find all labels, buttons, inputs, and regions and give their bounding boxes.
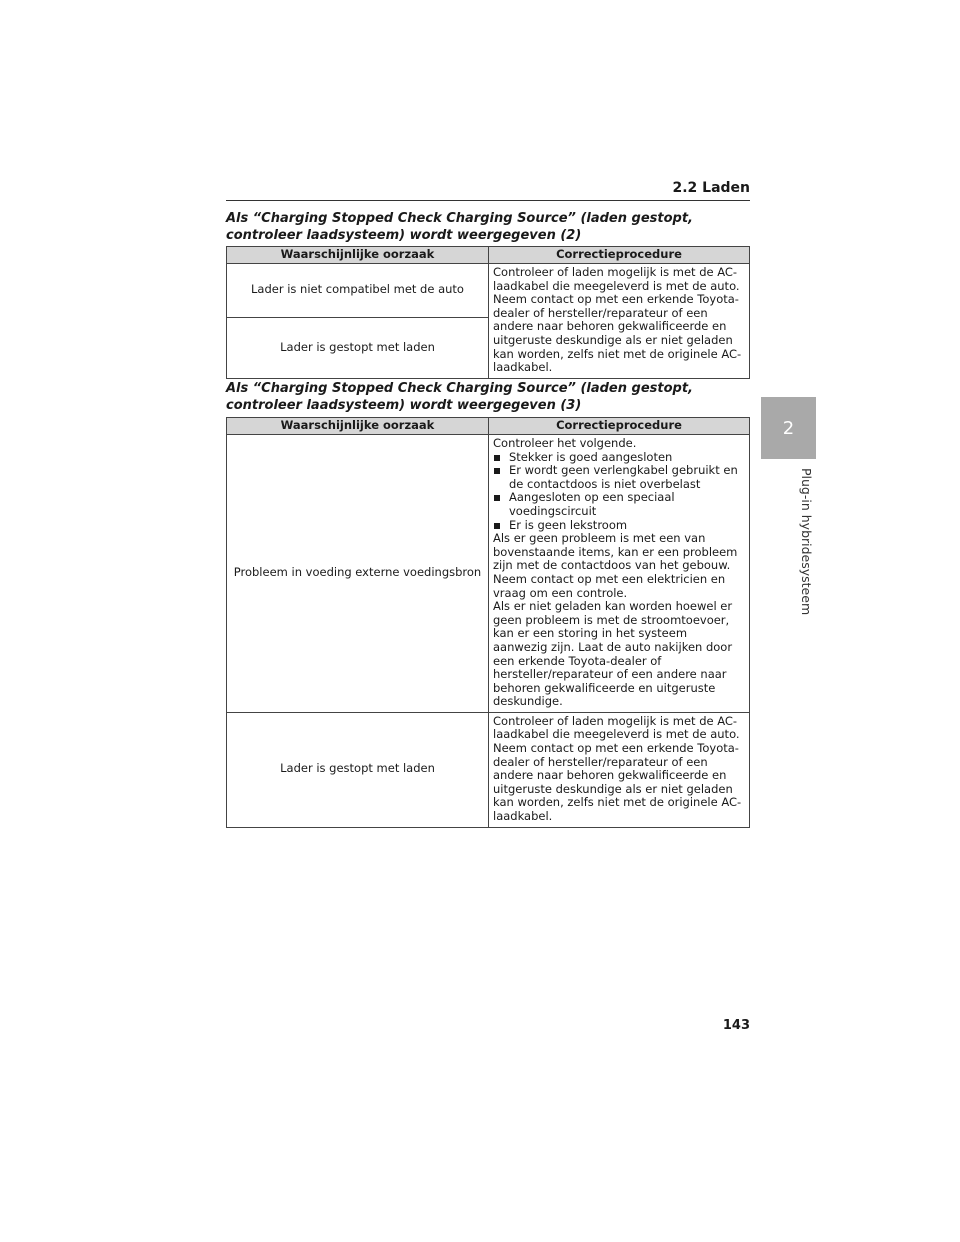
procedure-text: Als er geen probleem is met een van bovenstaande items, kan er een probleem zijn met de contactdoos van het gebouw. Neem contact op met een elektricien en vraag om een controle. — [493, 531, 738, 600]
table-section-3 — [226, 417, 750, 828]
cause-cell: Lader is gestopt met laden — [227, 712, 489, 827]
procedure-text: Als er niet geladen kan worden hoewel er geen probleem is met de stroomtoevoer, kan er een storing in het systeem aanwezig zijn. Laat de auto nakijken door een erkende Toyota-dealer of hersteller/reparateur of een andere naar behoren gekwalificeerde en uitgeruste deskundige. — [493, 599, 733, 709]
list-item: Er wordt geen verlengkabel gebruikt en de contactdoos is niet overbelast — [493, 464, 745, 491]
procedure-cell: Controleer of laden mogelijk is met de AC-laadkabel die meegeleverd is met de auto. Neem contact op met een erkende Toyota-dealer of hersteller/reparateur of een andere naar behoren gekwalificeerde en uitgeruste deskundige als er niet geladen kan worden, zelfs niet met de originele AC-laadkabel. — [489, 712, 750, 827]
table-section-2 — [226, 246, 750, 379]
table-row — [227, 435, 750, 713]
list-item: Er is geen lekstroom — [493, 519, 745, 533]
table-header-row — [227, 418, 750, 435]
table-row — [227, 712, 750, 827]
procedure-intro: Controleer het volgende. — [493, 436, 637, 450]
table-header-row — [227, 247, 750, 264]
column-header-cause: Waarschijnlijke oorzaak — [227, 418, 489, 435]
column-header-procedure: Correctieprocedure — [489, 247, 750, 264]
section-title-2: Als “Charging Stopped Check Charging Source” (laden gestopt, controleer laadsysteem) wordt weergegeven (2) — [226, 211, 693, 243]
column-header-procedure: Correctieprocedure — [489, 418, 750, 435]
procedure-cell: Controleer of laden mogelijk is met de AC-laadkabel die meegeleverd is met de auto. Neem contact op met een erkende Toyota-dealer of hersteller/reparateur of een andere naar behoren gekwalificeerde en uitgeruste deskundige als er niet geladen kan worden, zelfs niet met de originele AC-laadkabel. — [489, 264, 750, 379]
chapter-tab: 2 — [761, 397, 816, 459]
list-item: Stekker is goed aangesloten — [493, 451, 745, 465]
section-header: 2.2 Laden — [226, 180, 750, 201]
section-title-3: Als “Charging Stopped Check Charging Source” (laden gestopt, controleer laadsysteem) wordt weergegeven (3) — [226, 381, 693, 413]
column-header-cause: Waarschijnlijke oorzaak — [227, 247, 489, 264]
cause-cell: Lader is gestopt met laden — [227, 318, 489, 379]
chapter-label: Plug-in hybridesysteem — [799, 468, 814, 616]
list-item: Aangesloten op een speciaal voedingscircuit — [493, 491, 745, 518]
page-number: 143 — [722, 1018, 750, 1033]
procedure-cell — [489, 435, 750, 713]
cause-cell: Probleem in voeding externe voedingsbron — [227, 435, 489, 713]
check-list — [493, 451, 745, 533]
table-row — [227, 264, 750, 318]
cause-cell: Lader is niet compatibel met de auto — [227, 264, 489, 318]
